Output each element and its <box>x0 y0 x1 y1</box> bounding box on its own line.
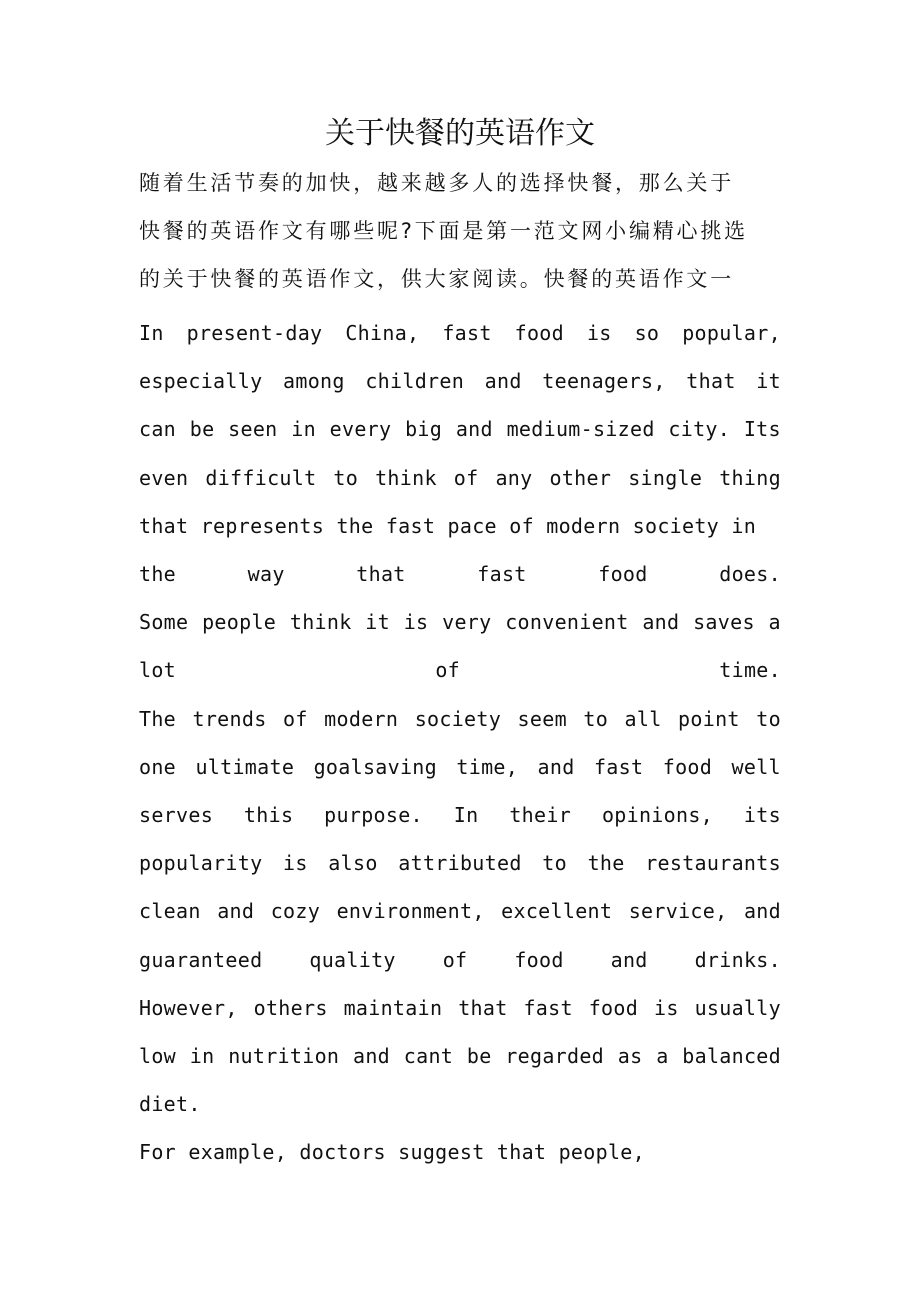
body-line: especially among children and teenagers, that it <box>139 369 781 394</box>
body-line: However, others maintain that fast food is usually <box>139 995 781 1020</box>
body-line: In present-day China, fast food is so popular, <box>139 321 781 345</box>
body-line: lot of time. <box>139 658 781 683</box>
intro-line: 的关于快餐的英语作文，供大家阅读。快餐的英语作文一 <box>139 267 734 291</box>
intro-line: 随着生活节奏的加快，越来越多人的选择快餐，那么关于 <box>139 171 734 195</box>
body-line: serves this purpose. In their opinions, its <box>139 803 781 827</box>
body-line: diet. <box>139 1092 201 1117</box>
body-line: popularity is also attributed to the restaurants <box>139 851 781 876</box>
body-line: that represents the fast pace of modern society in <box>139 513 757 538</box>
body-line: low in nutrition and cant be regarded as a balanced <box>139 1044 781 1068</box>
body-line: even difficult to think of any other single thing <box>139 465 781 490</box>
intro-line: 快餐的英语作文有哪些呢?下面是第一范文网小编精心挑选 <box>139 219 748 243</box>
body-line: guaranteed quality of food and drinks. <box>139 947 781 972</box>
body-line: can be seen in every big and medium-sized city. Its <box>139 417 781 442</box>
body-line: Some people think it is very convenient and saves a <box>139 610 781 635</box>
body-line: clean and cozy environment, excellent service, and <box>139 899 781 924</box>
body-line: one ultimate goalsaving time, and fast food well <box>139 754 781 779</box>
body-line: For example, doctors suggest that people, <box>139 1140 645 1165</box>
document-title: 关于快餐的英语作文 <box>325 116 595 151</box>
body-line: the way that fast food does. <box>139 562 781 586</box>
body-line: The trends of modern society seem to all point to <box>139 706 781 731</box>
